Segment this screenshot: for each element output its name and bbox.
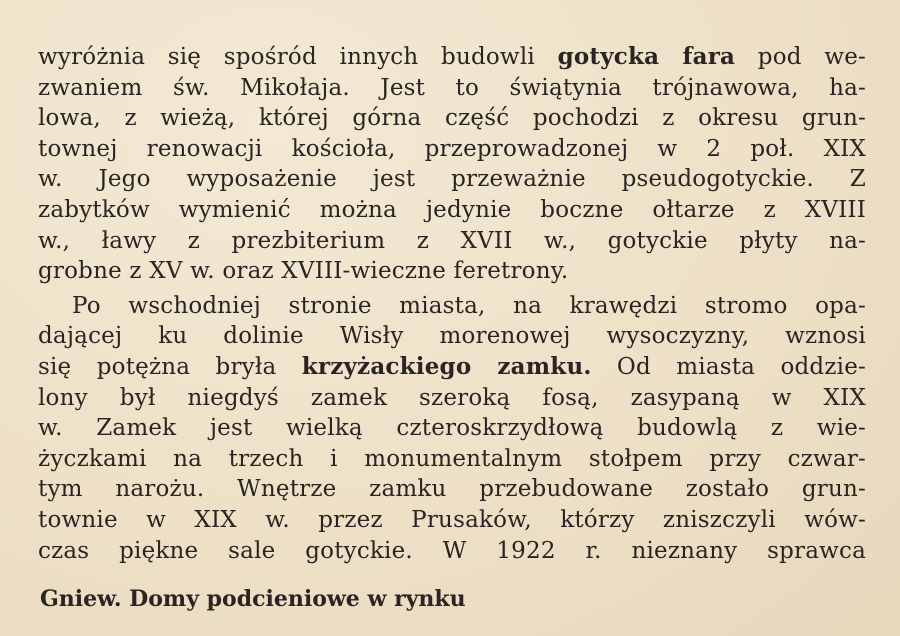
emphasis-gotycka-fara: gotycka fara [557,43,736,70]
text-line: lony był niegdyś zamek szeroką fosą, zasypaną w XIX [38,384,866,411]
text-line: dającej ku dolinie Wisły morenowej wysoczyzny, wznosi [38,323,866,350]
text-line: zwaniem św. Mikołaja. Jest to świątynia trójnawowa, ha- [38,74,866,101]
text-line: lowa, z wieżą, której górna część pochodzi z okresu grun- [38,105,866,132]
text-line: w., ławy z prezbiterium z XVII w., gotyckie płyty na- [38,227,866,254]
text-line: Po wschodniej stronie miasta, na krawędzi stromo opa- [72,292,866,319]
text-line: życzkami na trzech i monumentalnym stołpem przy czwar- [38,445,866,472]
text-line: townie w XIX w. przez Prusaków, którzy zniszczyli wów- [38,506,866,533]
text-line: w. Zamek jest wielką czteroskrzydłową budowlą z wie- [38,415,866,442]
text-line: tym narożu. Wnętrze zamku przebudowane zostało grun- [38,476,866,503]
text-line: w. Jego wyposażenie jest przeważnie pseudogotyckie. Z [38,166,866,193]
body-text [38,42,866,566]
paragraph-2 [38,291,866,566]
emphasis-krzyzackiego-zamku: krzyżackiego zamku. [301,352,592,380]
text-line: czas piękne sale gotyckie. W 1922 r. nieznany sprawca [38,537,866,564]
text-line: townej renowacji kościoła, przeprowadzonej w 2 poł. XIX [38,135,866,162]
paragraph-1 [38,42,866,287]
text-line: zabytków wymienić można jedynie boczne ołtarze z XVIII [38,196,866,223]
image-caption: Gniew. Domy podcieniowe w rynku [40,586,466,612]
text-line: się potężna bryła krzyżackiego zamku. Od miasta oddzie- [38,352,866,380]
text-line: wyróżnia się spośród innych budowli gotycka fara pod we- [38,43,866,70]
text-line: grobne z XV w. oraz XVIII-wieczne feretrony. [38,258,569,285]
